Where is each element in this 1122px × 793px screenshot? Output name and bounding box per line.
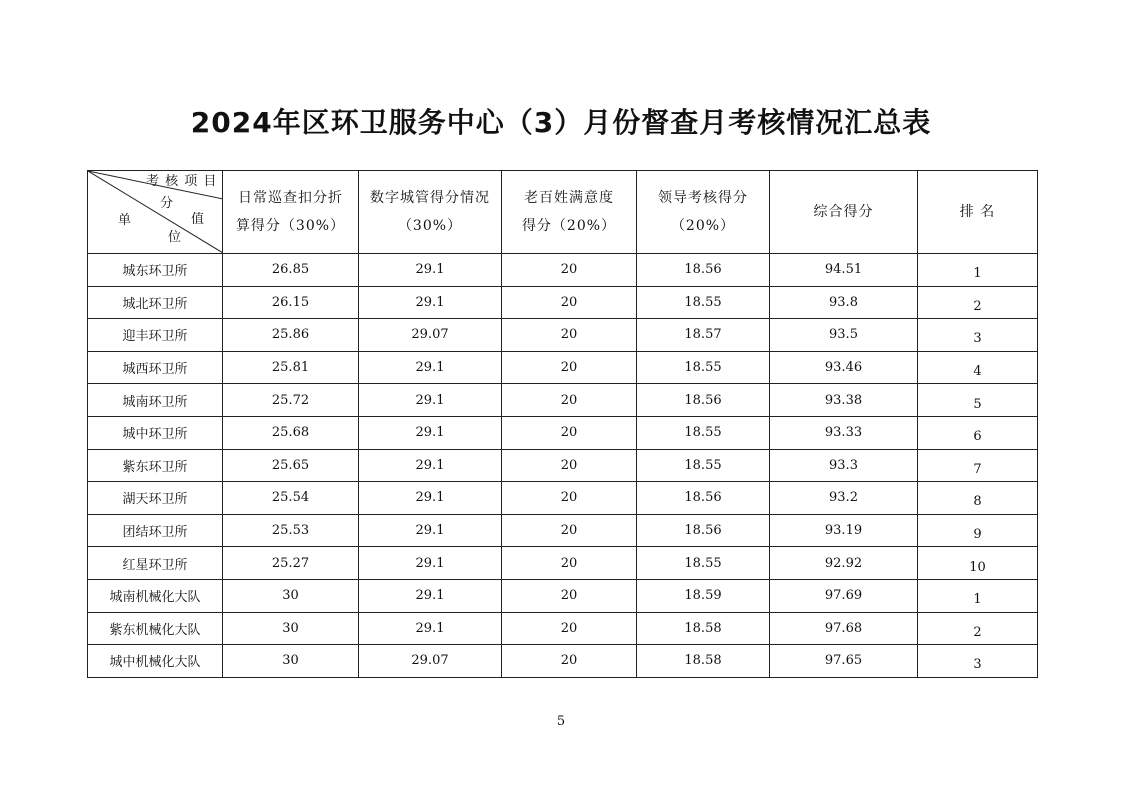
- digital-score-cell: 29.1: [359, 547, 502, 580]
- unit-cell: 湖天环卫所: [88, 482, 223, 515]
- leader-score-cell: 18.55: [637, 547, 770, 580]
- rank-value: 3: [973, 657, 982, 673]
- table-row: [88, 482, 1038, 515]
- public-score-cell: 20: [502, 579, 637, 612]
- digital-score-cell: 29.07: [359, 645, 502, 678]
- total-score-cell: 94.51: [770, 254, 918, 287]
- rank-value: 4: [973, 364, 982, 380]
- daily-score-cell: 25.86: [223, 319, 359, 352]
- daily-score-cell: 25.53: [223, 514, 359, 547]
- rank-cell: [918, 286, 1038, 319]
- document-title: 2024年区环卫服务中心（3）月份督查月考核情况汇总表: [190, 106, 932, 139]
- daily-score-cell: 25.72: [223, 384, 359, 417]
- rank-cell: [918, 384, 1038, 417]
- table-row: [88, 351, 1038, 384]
- public-score-cell: 20: [502, 319, 637, 352]
- table-row: [88, 547, 1038, 580]
- digital-score-cell: 29.07: [359, 319, 502, 352]
- total-score-cell: 97.68: [770, 612, 918, 645]
- table-row: [88, 416, 1038, 449]
- unit-cell: 团结环卫所: [88, 514, 223, 547]
- leader-score-cell: 18.55: [637, 449, 770, 482]
- leader-score-cell: 18.58: [637, 612, 770, 645]
- table-row: [88, 319, 1038, 352]
- summary-table: [87, 170, 1038, 678]
- header-leader-assessment: 领导考核得分 （20%）: [637, 171, 770, 254]
- table-row: [88, 514, 1038, 547]
- rank-value: 6: [973, 429, 982, 445]
- unit-cell: 城南环卫所: [88, 384, 223, 417]
- public-score-cell: 20: [502, 612, 637, 645]
- total-score-cell: 93.5: [770, 319, 918, 352]
- unit-cell: 红星环卫所: [88, 547, 223, 580]
- leader-score-cell: 18.58: [637, 645, 770, 678]
- corner-top-label: 考 核 项 目: [146, 174, 218, 189]
- daily-score-cell: 25.27: [223, 547, 359, 580]
- digital-score-cell: 29.1: [359, 416, 502, 449]
- digital-score-cell: 29.1: [359, 384, 502, 417]
- total-score-cell: 93.3: [770, 449, 918, 482]
- rank-cell: [918, 449, 1038, 482]
- daily-score-cell: 25.68: [223, 416, 359, 449]
- public-score-cell: 20: [502, 449, 637, 482]
- total-score-cell: 93.2: [770, 482, 918, 515]
- public-score-cell: 20: [502, 482, 637, 515]
- digital-score-cell: 29.1: [359, 482, 502, 515]
- rank-cell: [918, 319, 1038, 352]
- rank-value: 5: [973, 396, 982, 412]
- public-score-cell: 20: [502, 384, 637, 417]
- unit-cell: 城南机械化大队: [88, 579, 223, 612]
- rank-value: 9: [973, 527, 982, 543]
- unit-cell: 城中机械化大队: [88, 645, 223, 678]
- rank-cell: [918, 645, 1038, 678]
- public-score-cell: 20: [502, 645, 637, 678]
- table-row: [88, 254, 1038, 287]
- rank-value: 8: [973, 494, 982, 510]
- digital-score-cell: 29.1: [359, 579, 502, 612]
- header-public-satisfaction: 老百姓满意度 得分（20%）: [502, 171, 637, 254]
- table-row: [88, 612, 1038, 645]
- rank-cell: [918, 482, 1038, 515]
- leader-score-cell: 18.56: [637, 482, 770, 515]
- rank-value: 7: [973, 461, 982, 477]
- leader-score-cell: 18.57: [637, 319, 770, 352]
- daily-score-cell: 25.81: [223, 351, 359, 384]
- public-score-cell: 20: [502, 254, 637, 287]
- unit-cell: 城东环卫所: [88, 254, 223, 287]
- daily-score-cell: 30: [223, 579, 359, 612]
- leader-score-cell: 18.56: [637, 384, 770, 417]
- public-score-cell: 20: [502, 286, 637, 319]
- rank-value: 2: [973, 624, 982, 640]
- daily-score-cell: 25.65: [223, 449, 359, 482]
- leader-score-cell: 18.56: [637, 254, 770, 287]
- public-score-cell: 20: [502, 547, 637, 580]
- unit-cell: 城北环卫所: [88, 286, 223, 319]
- leader-score-cell: 18.59: [637, 579, 770, 612]
- leader-score-cell: 18.55: [637, 416, 770, 449]
- unit-cell: 紫东环卫所: [88, 449, 223, 482]
- header-daily-inspection: 日常巡查扣分折 算得分（30%）: [223, 171, 359, 254]
- corner-mid-label-1: 分: [160, 196, 175, 211]
- unit-cell: 城西环卫所: [88, 351, 223, 384]
- total-score-cell: 93.38: [770, 384, 918, 417]
- total-score-cell: 93.33: [770, 416, 918, 449]
- table-row: [88, 579, 1038, 612]
- rank-value: 10: [969, 559, 986, 575]
- rank-cell: [918, 612, 1038, 645]
- total-score-cell: 97.65: [770, 645, 918, 678]
- header-rank: 排 名: [918, 171, 1038, 254]
- digital-score-cell: 29.1: [359, 351, 502, 384]
- table-row: [88, 645, 1038, 678]
- total-score-cell: 93.19: [770, 514, 918, 547]
- corner-mid-label-2: 值: [191, 212, 206, 227]
- digital-score-cell: 29.1: [359, 254, 502, 287]
- rank-value: 1: [973, 266, 982, 282]
- corner-bottom-label: 位: [168, 230, 183, 245]
- daily-score-cell: 26.85: [223, 254, 359, 287]
- daily-score-cell: 25.54: [223, 482, 359, 515]
- digital-score-cell: 29.1: [359, 286, 502, 319]
- rank-value: 2: [973, 298, 982, 314]
- rank-cell: [918, 514, 1038, 547]
- leader-score-cell: 18.56: [637, 514, 770, 547]
- rank-cell: [918, 547, 1038, 580]
- total-score-cell: 97.69: [770, 579, 918, 612]
- header-total-score: 综合得分: [770, 171, 918, 254]
- rank-value: 3: [973, 331, 982, 347]
- table-row: [88, 384, 1038, 417]
- daily-score-cell: 26.15: [223, 286, 359, 319]
- public-score-cell: 20: [502, 514, 637, 547]
- rank-cell: [918, 579, 1038, 612]
- daily-score-cell: 30: [223, 612, 359, 645]
- digital-score-cell: 29.1: [359, 449, 502, 482]
- unit-cell: 紫东机械化大队: [88, 612, 223, 645]
- unit-cell: 迎丰环卫所: [88, 319, 223, 352]
- total-score-cell: 93.46: [770, 351, 918, 384]
- corner-left-label: 单: [118, 213, 133, 228]
- public-score-cell: 20: [502, 351, 637, 384]
- rank-cell: [918, 254, 1038, 287]
- header-row: [88, 171, 1038, 254]
- rank-value: 1: [973, 592, 982, 608]
- digital-score-cell: 29.1: [359, 612, 502, 645]
- total-score-cell: 93.8: [770, 286, 918, 319]
- leader-score-cell: 18.55: [637, 286, 770, 319]
- rank-cell: [918, 351, 1038, 384]
- total-score-cell: 92.92: [770, 547, 918, 580]
- table-row: [88, 286, 1038, 319]
- public-score-cell: 20: [502, 416, 637, 449]
- page-number: 5: [556, 714, 566, 729]
- unit-cell: 城中环卫所: [88, 416, 223, 449]
- digital-score-cell: 29.1: [359, 514, 502, 547]
- header-digital-management: 数字城管得分情况 （30%）: [359, 171, 502, 254]
- rank-cell: [918, 416, 1038, 449]
- leader-score-cell: 18.55: [637, 351, 770, 384]
- table-row: [88, 449, 1038, 482]
- daily-score-cell: 30: [223, 645, 359, 678]
- corner-header-cell: [88, 171, 223, 254]
